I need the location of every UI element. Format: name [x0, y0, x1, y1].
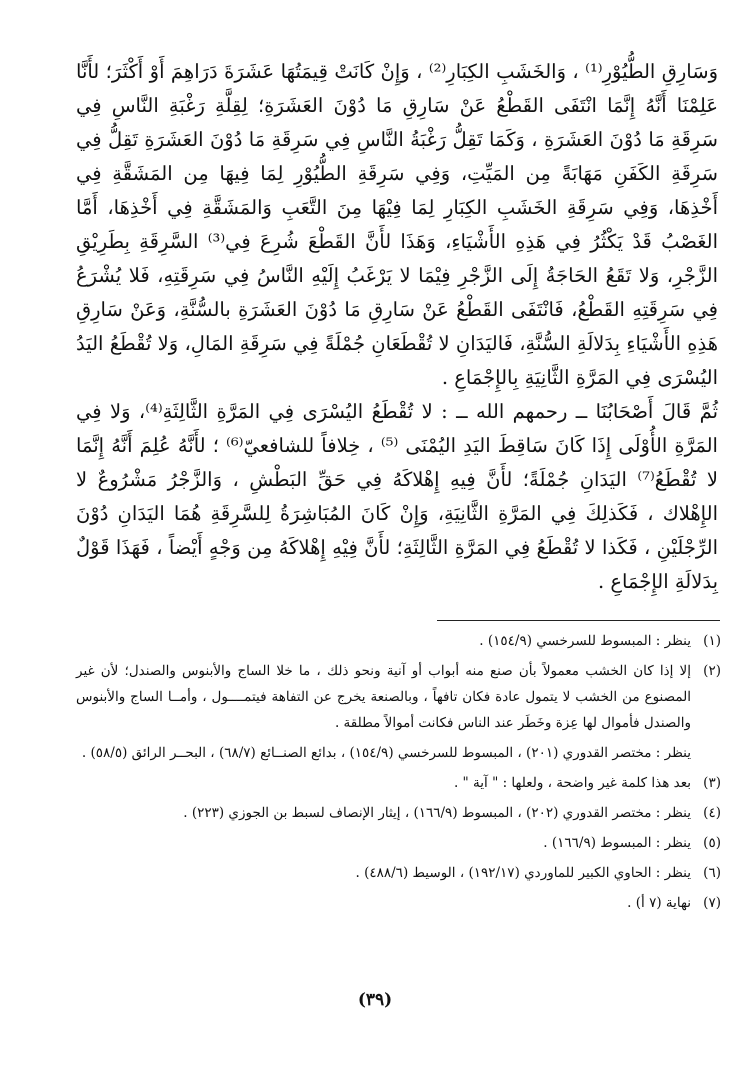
- footnote-number: (١): [703, 633, 721, 649]
- footnote-text: ينظر : مختصر القدوري (٢٠٢) ، المبسوط (١٦٦/٩) ، إيثار الإنصاف لسبط بن الجوزي (٢٢٣) .: [183, 805, 691, 821]
- footnote-text: ينظر : مختصر القدوري (٢٠١) ، المبسوط للسرخسي (١٥٤/٩) ، بدائع الصنــائع (٦٨/٧) ، البحــر الرائق (٥٨/٥) .: [81, 745, 691, 761]
- footnote-3: [76, 770, 721, 796]
- main-text: [76, 55, 718, 599]
- footnote-6: [76, 860, 721, 886]
- footnote-text: بعد هذا كلمة غير واضحة ، ولعلها : " آية " .: [453, 775, 691, 791]
- footnote-number: (٧): [703, 895, 721, 911]
- footnote-divider: [437, 620, 720, 621]
- footnote-text: ينظر : المبسوط (١٦٦/٩) .: [543, 835, 691, 851]
- footnote-2-references: [76, 740, 721, 766]
- footnote-number: [699, 740, 721, 766]
- footnote-1: [76, 628, 721, 654]
- footnote-2: [76, 658, 721, 736]
- footnote-text: ينظر : المبسوط للسرخسي (١٥٤/٩) .: [479, 633, 691, 649]
- main-paragraph-2: ثُمَّ قَالَ أَصْحَابُنَا ــ رحمهم الله ــ : لا تُقْطَعُ اليُسْرَى فِي المَرَّةِ الثَّالِثَةِ⁽⁴⁾، وَلا فِي المَرَّةِ الأُوْلَى إِذَا كَانَ سَاقِطَ اليَدِ اليُمْنَى ⁽⁵⁾ ، خِلافاً للشافعيّ⁽⁶⁾ ؛ لأَنَّهُ عُلِمَ أَنَّهُ إِنَّمَا لا تُقْطَعُ⁽⁷⁾ اليَدَانِ جُمْلَةً؛ لأَنَّ فِيهِ إِهْلاكَهُ فِي حَقِّ البَطْشِ ، وَالزَّجْرُ مَشْرُوعٌ لا الإِهْلاك ، فَكَذلِكَ فِي المَرَّةِ الثَّانِيَةِ، وَإِنْ كَانَ المُبَاشِرَةُ لِلسَّرِقَةِ هُمَا اليَدَانِ دُوْنَ الرِّجْلَيْنِ ، فَكَذا لا تُقْطَعُ فِي المَرَّةِ الثَّالِثَةِ؛ لأَنَّ فِيْهِ إِهْلاكَهُ مِن وَجْهٍ أَيْضاً ، فَهَذَا قَوْلٌ بِدَلالَةِ الإِجْمَاعِ .: [76, 400, 718, 593]
- footnote-7: [76, 890, 721, 916]
- footnotes: [76, 628, 721, 920]
- footnote-number: (٣): [703, 775, 721, 791]
- footnote-5: [76, 830, 721, 856]
- footnote-text: ينظر : الحاوي الكبير للماوردي (١٩٢/١٧) ، الوسيط (٤٨٨/٦) .: [355, 865, 691, 881]
- footnote-number: (٤): [703, 805, 721, 821]
- main-paragraph-1: وَسَارِقِ الطُّيُوْرِ⁽¹⁾ ، وَالخَشَبِ الكِبَارِ⁽²⁾ ، وَإِنْ كَانَتْ قِيمَتُهَا عَشَرَةَ دَرَاهِمَ أَوْ أَكْثَرَ؛ لأَنَّا عَلِمْنَا أَنَّهُ إِنَّمَا انْتَفَى القَطْعُ عَنْ سَارِقِ مَا دُوْنَ العَشَرَةِ؛ لِقِلَّةِ رَغْبَةِ النَّاسِ فِي سَرِقَةِ مَا دُوْنَ العَشَرَةِ ، وَكَمَا تَقِلُّ رَغْبَةُ النَّاسِ فِي سَرِقَةِ مَا دُوْنَ العَشَرَةِ تَقِلُّ فِي سَرِقَةِ الكَفَنِ مَهَابَةً مِن المَيِّتِ، وَفِي سَرِقَةِ الطُّيُوْرِ لِمَا فِيهَا مِن المَشَقَّةِ فِي أَخْذِهَا، وَفِي سَرِقَةِ الخَشَبِ الكِبَارِ لِمَا فِيْهَا مِنَ التَّعَبِ وَالمَشَقَّةِ فِي أَخْذِهَا، أَمَّا الغَصْبُ قَدْ يَكْثُرُ فِي هَذِهِ الأَشْيَاءِ، وَهَذَا لأَنَّ القَطْعَ شُرِعَ فِي⁽³⁾ السَّرِقَةِ بِطَرِيْقِ الزَّجْرِ، وَلا تَقَعُ الحَاجَةُ إِلَى الزَّجْرِ فِيْمَا لا يَرْغَبُ إِلَيْهِ النَّاسُ فِي سَرِقَتِهِ، فَلا يُشْرَعُ فِي سَرِقَتِهِ القَطْعُ، فَانْتَفَى القَطْعُ عَنْ سَارِقِ مَا دُوْنَ العَشَرَةِ بالسُّنَّةِ، وَعَنْ سَارِقِ هَذِهِ الأَشْيَاءِ بِدَلالَةِ السُّنَّةِ، فَاليَدَانِ لا تُقْطَعَانِ جُمْلَةً فِي سَرِقَةِ المَالِ، وَلا تُقْطَعُ اليَدُ اليُسْرَى فِي المَرَّةِ الثَّانِيَةِ بِالإِجْمَاعِ .: [76, 60, 718, 389]
- footnote-4: [76, 800, 721, 826]
- footnote-number: (٢): [703, 663, 721, 679]
- footnote-number: (٦): [703, 865, 721, 881]
- footnote-number: (٥): [703, 835, 721, 851]
- page-number: (٣٩): [357, 990, 393, 1010]
- footnote-text: نهاية (٧ أ) .: [627, 895, 691, 911]
- footnote-text: إلا إذا كان الخشب معمولاً بأن صنع منه أبواب أو آنية ونحو ذلك ، ما خلا الساج والأبنوس والصندل؛ لأن غير المصنوع من الخشب لا يتمول عادة فكان تافهاً ، وبالصنعة يخرج عن التفاهة فيتمــــول ، وأمــا الساج والأبنوس والصندل فأموال لها عِزة وخَطَر عند الناس فكانت أموالاً مطلقة .: [76, 663, 691, 731]
